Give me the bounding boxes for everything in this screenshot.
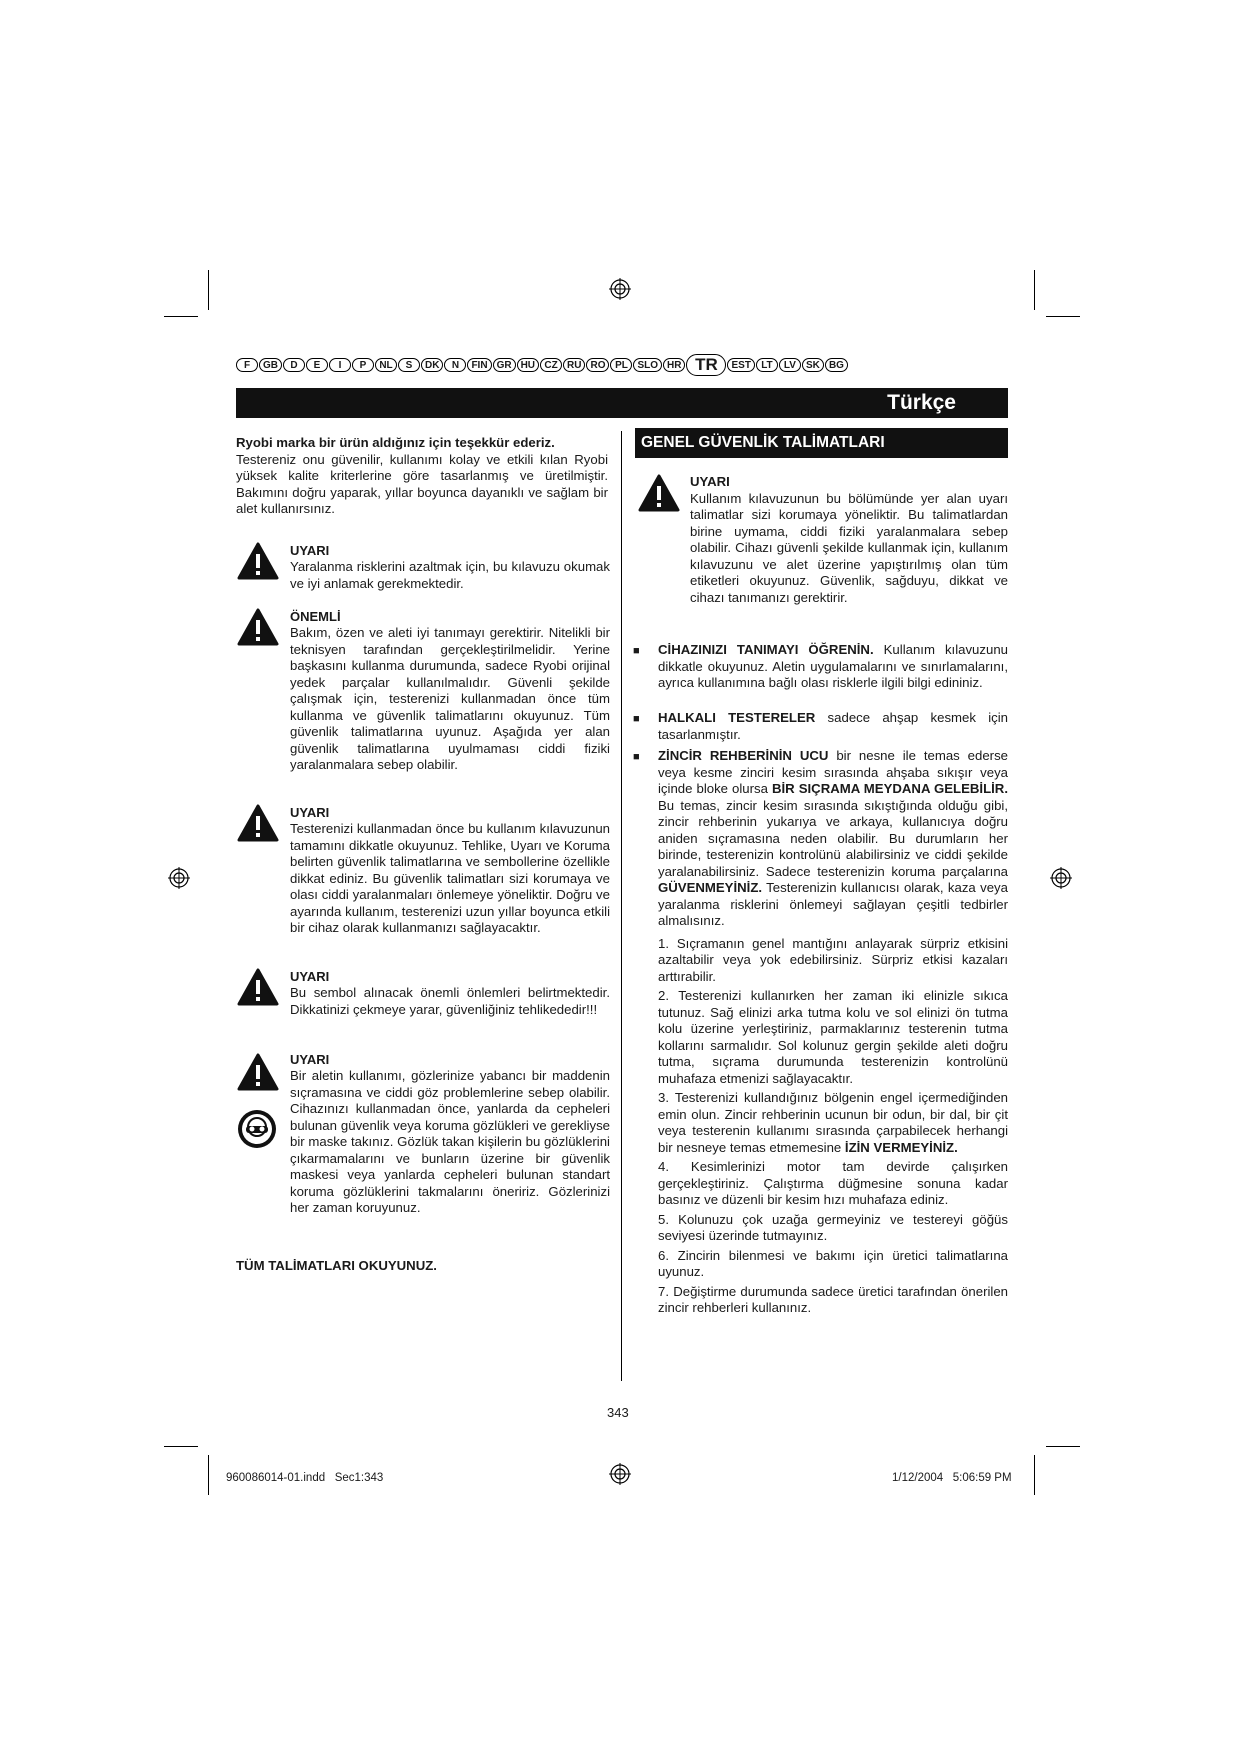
language-tab-nl: NL	[375, 358, 397, 372]
language-tab-gb: GB	[259, 358, 282, 372]
language-tab-s: S	[398, 358, 420, 372]
warning-text: Testerenizi kullanmadan önce bu kullanım kılavuzunun tamamını dikkatle okuyunuz. Tehlike, Uyarı ve Koruma belirten güvenlik talimatlarına ve sembollerine özellikle dikkat ediniz. Bu güvenlik talimatları sizi korumaya ve olası ciddi yaralanmaları önlemeye yöneliktir. Doğru ve ayarında kullanım, testerenizi uzun yıllar boyunca etkili bir cihaz olarak kullanmanızı sağlayacaktır.	[290, 821, 610, 935]
numbered-item	[658, 1090, 1008, 1156]
language-tab-i: I	[329, 358, 351, 372]
bullet-icon: ■	[633, 751, 640, 763]
language-tab-lt: LT	[756, 358, 778, 372]
numbered-item-text: 3. Testerenizi kullandığınız bölgenin engel içermediğinden emin olun. Zincir rehberinin ucunun bir odun, bir dal, bir çit veya testerenin kullanımı sırasında çarpabilecek herhangi bir nesneye temas etmemesine	[658, 1090, 1008, 1155]
numbered-item: 5. Kolunuzu çok uzağa germeyiniz ve testereyi göğüs seviyesi üzerinde tutmayınız.	[658, 1211, 1008, 1243]
column-divider	[621, 431, 622, 1381]
intro-heading: Ryobi marka bir ürün aldığınız için teşekkür ederiz.	[236, 435, 555, 450]
eye-protection-block	[290, 1052, 610, 1217]
important-title: ÖNEMLİ	[290, 609, 341, 624]
intro	[236, 435, 608, 518]
bullet-heading: ZİNCİR REHBERİNİN UCU	[658, 748, 829, 763]
registration-mark-icon	[1050, 867, 1072, 889]
numbered-item: 6. Zincirin bilenmesi ve bakımı için üretici talimatlarına uyunuz.	[658, 1247, 1008, 1279]
footer-file-info: 960086014-01.indd Sec1:343	[226, 1472, 384, 1484]
bullet-text: sadece ahşap kesmek için tasarlanmıştır.	[658, 710, 1008, 742]
language-tab-slo: SLO	[633, 358, 662, 372]
language-tab-est: EST	[727, 358, 754, 372]
warning-triangle-icon	[638, 474, 680, 512]
language-tab-fin: FIN	[467, 358, 491, 372]
general-warning-block	[690, 474, 1008, 606]
footer-timestamp: 1/12/2004 5:06:59 PM	[892, 1472, 1012, 1484]
warning-block	[290, 805, 610, 937]
warning-block	[290, 969, 610, 1018]
bullet-icon: ■	[633, 645, 640, 657]
language-tab-ro: RO	[586, 358, 609, 372]
language-tab-pl: PL	[610, 358, 632, 372]
language-tab-hr: HR	[663, 358, 685, 372]
warning-title: UYARI	[290, 543, 330, 558]
registration-mark-icon	[609, 278, 631, 300]
bullet-item	[658, 748, 1008, 1320]
language-tab-d: D	[283, 358, 305, 372]
closing-note: TÜM TALİMATLARI OKUYUNUZ.	[236, 1258, 437, 1273]
language-tab-lv: LV	[779, 358, 801, 372]
intro-text: Testereniz onu güvenilir, kullanımı kolay ve etkili kılan Ryobi yüksek kalite kriterlerine göre tasarlanmış ve üretilmiştir. Bakımını doğru yaparak, yıllar boyunca dayanıklı ve sağlam bir alet kullanırsınız.	[236, 451, 608, 516]
language-tab-hu: HU	[517, 358, 539, 372]
important-block	[290, 609, 610, 774]
language-tab-ru: RU	[563, 358, 585, 372]
warning-title: UYARI	[290, 805, 330, 820]
bullet-text: Testerenizin kullanıcısı olarak, kaza veya yaralanma risklerini önlemeyi sağlayan çeşitli tedbirler almalısınız.	[658, 880, 1008, 928]
bullet-item	[658, 642, 1008, 695]
warning-text: Kullanım kılavuzunun bu bölümünde yer alan uyarı talimatlar sizi korumaya yöneliktir. Bu talimatlardan birine uymama, ciddi fiziki yaralanmalara sebep olabilir. Cihazı güvenli şekilde kullanmak için, kullanım kılavuzunu ve alet üzerine yapıştırılmış olan tüm etiketleri okuyunuz. Güvenlik, sağduyu, dikkat ve cihazı tanımanızı gerektirir.	[690, 490, 1008, 605]
warning-title: UYARI	[290, 1052, 330, 1067]
language-tab-cz: CZ	[540, 358, 562, 372]
bullet-text: Bu temas, zincir kesim sırasında sıkıştığında olduğu gibi, zincir rehberinin yukarıya ve arkaya, kullanıcıya doğru aniden sıçramasına neden olabilir. Bu durumların her birinde, testerenizin kontrolünü alabilirsiniz ve ciddi şekilde yaralanabilirsiniz. Sadece testerenizin koruma parçalarına	[658, 797, 1008, 879]
language-tab-f: F	[236, 358, 258, 372]
warning-title: UYARI	[290, 969, 330, 984]
language-tab-p: P	[352, 358, 374, 372]
registration-mark-icon	[609, 1463, 631, 1485]
important-text: Bakım, özen ve aleti iyi tanımayı gerektirir. Nitelikli bir teknisyen tarafından gerçekleştirilmelidir. Yerine başkasını kullanma durumunda, sadece Ryobi orijinal yedek parçalar kullanılmalıdır. Güvenli şekilde çalışmak için, testerenizi kullanmadan önce tüm kullanma ve güvenlik talimatlarını okuyunuz. Tüm güvenlik talimatlarına uyunuz. Aşağıda yer alan güvenlik talimatlarına uyulmaması ciddi fiziki yaralanmalara sebep olabilir.	[290, 625, 610, 772]
warning-triangle-icon	[237, 608, 279, 646]
language-tab-e: E	[306, 358, 328, 372]
page-number: 343	[607, 1405, 629, 1420]
bullet-emphasis: BİR SIÇRAMA MEYDANA GELEBİLİR.	[771, 781, 1008, 796]
bullet-icon: ■	[633, 713, 640, 725]
page-title: Türkçe	[236, 388, 1008, 418]
numbered-item: 1. Sıçramanın genel mantığını anlayarak sürpriz etkisini azaltabilir veya yok edebilirsiniz. Sürpriz etkisi kazaları arttırabilir.	[658, 935, 1008, 984]
safety-goggles-icon	[237, 1109, 277, 1149]
language-tab-bg: BG	[825, 358, 848, 372]
registration-mark-icon	[168, 867, 190, 889]
section-title: GENEL GÜVENLİK TALİMATLARI	[635, 428, 1008, 458]
warning-triangle-icon	[237, 968, 279, 1006]
bullet-heading: CİHAZINIZI TANIMAYI ÖĞRENİN.	[658, 642, 874, 657]
warning-text: Bir aletin kullanımı, gözlerinize yabancı bir maddenin sıçramasına ve ciddi göz problemlerine sebep olabilir. Cihazınızı kullanmadan önce, yanlarda da cepheleri bulunan güvenlik veya koruma gözlükleri ve gerekliyse bir maske takınız. Gözlük takan kişilerin bu gözlüklerini çıkarmamalarını ve bunların üzerine bir güvenlik maskesi veya yanlarda cepheleri bulunan standart koruma gözlüklerini takmalarını öneririz. Gözlerinizi her zaman koruyunuz.	[290, 1068, 610, 1215]
numbered-item: 4. Kesimlerinizi motor tam devirde çalışırken gerçekleştiriniz. Çalıştırma düğmesine sonuna kadar basınız ve düzenli bir kesim hızı muhafaza ediniz.	[658, 1159, 1008, 1207]
language-tab-dk: DK	[421, 358, 443, 372]
numbered-item: 7. Değiştirme durumunda sadece üretici tarafından önerilen zincir rehberleri kullanınız.	[658, 1283, 1008, 1315]
numbered-item-emphasis: İZİN VERMEYİNİZ.	[844, 1139, 958, 1155]
bullet-heading: HALKALI TESTERELER	[658, 710, 816, 725]
language-tab-tr: TR	[686, 354, 726, 376]
warning-title: UYARI	[690, 474, 730, 489]
warning-text: Yaralanma risklerini azaltmak için, bu kılavuzu okumak ve iyi anlamak gerekmektedir.	[290, 559, 610, 591]
bullet-text: Kullanım kılavuzunu dikkatle okuyunuz. Aletin uygulamalarını ve sınırlamalarını, ayrıca kullanımına bağlı olası risklerle ilgili bilgi edininiz.	[658, 642, 1008, 690]
language-tab-sk: SK	[802, 358, 824, 372]
warning-block	[290, 543, 610, 592]
language-tabs	[236, 354, 1008, 376]
numbered-item: 2. Testerenizi kullanırken her zaman iki elinizle sıkıca tutunuz. Sağ elinizi arka tutma kolu ve sol elinizi ön tutma kolu üzerine yerleştiriniz, parmaklarınız testerenin tutma kollarını sarmalıdır. Sol kolunuz gergin şekilde aleti doğru tutma, sıçrama durumunda testerenizin kontrolünü muhafaza etmenizi sağlayacaktır.	[658, 988, 1008, 1086]
language-tab-gr: GR	[493, 358, 516, 372]
warning-text: Bu sembol alınacak önemli önlemleri belirtmektedir. Dikkatinizi çekmeye yarar, güvenliğiniz tehlikededir!!!	[290, 985, 610, 1017]
language-tab-n: N	[444, 358, 466, 372]
bullet-item	[658, 710, 1008, 746]
warning-triangle-icon	[237, 1053, 279, 1091]
bullet-text: bir nesne ile temas ederse veya kesme zinciri kesim sırasında ahşaba sıkışır veya içinde bloke olursa	[658, 748, 1008, 796]
warning-triangle-icon	[237, 542, 279, 580]
bullet-emphasis: GÜVENMEYİNİZ.	[658, 880, 763, 895]
warning-triangle-icon	[237, 804, 279, 842]
